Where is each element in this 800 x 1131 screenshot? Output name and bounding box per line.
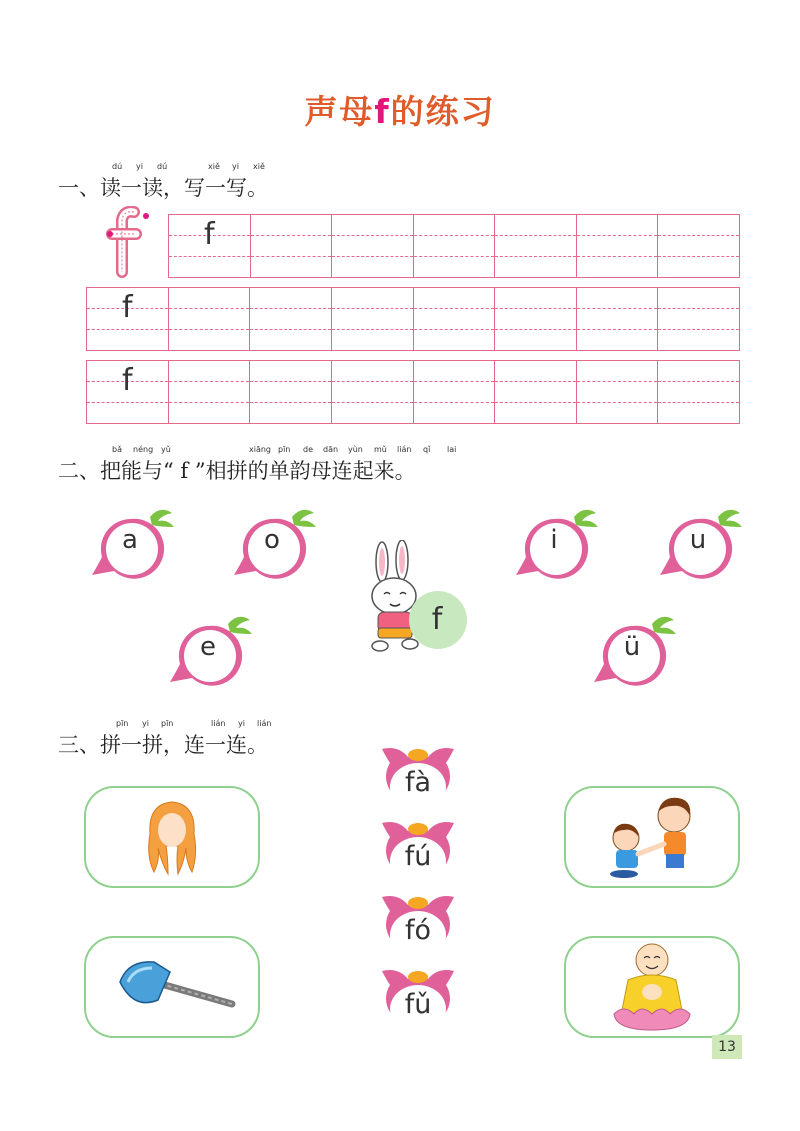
syllable-badge-fa[interactable] [378,745,458,815]
section3-heading [58,719,272,759]
pinyin: bǎ [112,445,122,454]
hair-icon [142,798,202,878]
section1-heading-text: 一、读一读，写一写。 [58,176,268,200]
practice-letter: f [122,363,133,398]
pinyin: xiě [208,162,220,171]
title-prefix: 声母 [304,92,375,131]
pinyin: lián [397,445,412,454]
writing-cell[interactable] [87,361,168,423]
rabbit-illustration [362,540,472,655]
section2-heading-text: 二、把能与“ f ”相拼的单韵母连起来。 [58,459,416,483]
pinyin: dú [112,162,123,171]
writing-cell[interactable] [250,215,332,277]
writing-cell[interactable] [331,288,413,350]
section2-heading [58,445,457,485]
practice-letter: f [122,290,133,325]
letter-f-stroke-guide [104,206,156,278]
writing-cell[interactable] [657,288,739,350]
writing-cell[interactable] [494,215,576,277]
vowel-label: i [550,525,558,555]
pinyin: pīn [161,719,174,728]
writing-grid-row-1 [168,214,740,278]
pinyin: xiāng [249,445,272,454]
helping-children-icon [600,792,704,882]
pinyin: yi [136,162,143,171]
section3-heading-text: 三、拼一拼，连一连。 [58,733,268,757]
writing-cell[interactable] [494,288,576,350]
radish-vowel-u-umlaut[interactable] [590,612,678,690]
picture-box-helping[interactable] [564,786,740,888]
title-letter: f [374,92,391,131]
pinyin: dān [323,445,339,454]
buddha-icon [610,940,694,1034]
practice-letter: f [204,217,215,252]
pinyin: yi [232,162,239,171]
pinyin: de [303,445,313,454]
radish-vowel-e[interactable] [166,612,254,690]
pinyin: mǔ [374,445,387,454]
radish-vowel-o[interactable] [230,505,318,583]
vowel-label: o [264,525,280,555]
syllable-label: fǔ [404,989,432,1020]
vowel-label: ü [623,632,641,662]
writing-cell[interactable] [494,361,576,423]
pinyin: yùn [348,445,363,454]
writing-cell[interactable] [413,288,495,350]
pinyin: pīn [278,445,291,454]
pinyin: yi [238,719,245,728]
writing-cell[interactable] [576,361,658,423]
pinyin: yi [142,719,149,728]
vowel-label: a [122,525,138,555]
picture-box-hair[interactable] [84,786,260,888]
writing-cell[interactable] [657,361,739,423]
writing-cell[interactable] [413,361,495,423]
page-title [0,86,800,133]
syllable-label: fó [404,915,432,946]
radish-vowel-a[interactable] [88,505,176,583]
writing-cell[interactable] [576,215,658,277]
syllable-label: fú [404,841,432,872]
writing-cell[interactable] [413,215,495,277]
syllable-label: fà [404,767,432,798]
vowel-label: u [689,525,707,555]
writing-cell[interactable] [87,288,168,350]
writing-grid-row-2 [86,287,740,351]
pinyin: qǐ [423,445,431,454]
writing-cell[interactable] [168,361,250,423]
syllable-badge-fu3[interactable] [378,967,458,1037]
picture-box-buddha[interactable] [564,936,740,1038]
pinyin: dú [157,162,168,171]
writing-grid-row-3 [86,360,740,424]
writing-cell[interactable] [331,361,413,423]
pinyin: pīn [116,719,129,728]
writing-cell[interactable] [249,361,331,423]
page-number: 13 [712,1035,742,1059]
syllable-badge-fu[interactable] [378,819,458,889]
pinyin: lai [447,445,457,454]
section1-heading [58,162,268,202]
writing-cell[interactable] [657,215,739,277]
radish-vowel-u[interactable] [656,505,744,583]
pinyin: xiě [253,162,265,171]
title-suffix: 的练习 [390,92,496,131]
pinyin: yǔ [161,445,171,454]
pinyin: néng [133,445,154,454]
writing-cell[interactable] [249,288,331,350]
vowel-label: e [200,632,216,662]
writing-cell[interactable] [576,288,658,350]
writing-cell[interactable] [169,215,250,277]
pinyin: lián [211,719,226,728]
syllable-badge-fo[interactable] [378,893,458,963]
radish-vowel-i[interactable] [512,505,600,583]
axe-icon [114,952,238,1022]
pinyin: lián [257,719,272,728]
writing-cell[interactable] [168,288,250,350]
picture-box-axe[interactable] [84,936,260,1038]
writing-cell[interactable] [331,215,413,277]
center-letter-f[interactable]: f [431,602,443,637]
